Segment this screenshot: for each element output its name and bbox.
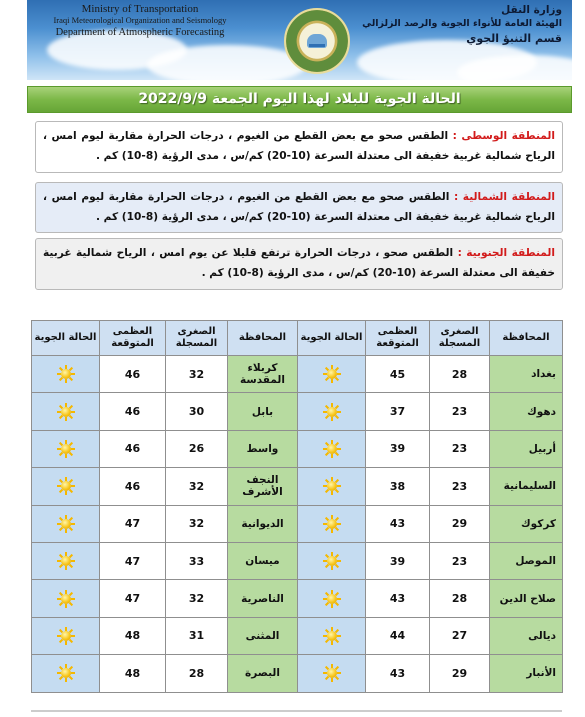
page-title: الحالة الجوية للبلاد لهذا اليوم الجمعة 2022/9/9 [27,86,572,113]
forecast-text: الطقس صحو مع بعض القطع من الغيوم ، درجات الحرارة مقاربة ليوم امس ، الرياح شمالية غربية خفيفة الى معتدلة السرعة (10-20) كم/س ، مدى الرؤية (8-10) كم . [43,191,555,223]
max-temp-cell: 46 [100,393,166,430]
table-header-row [32,321,563,356]
max-temp-cell: 46 [100,356,166,393]
province-cell: كربلاء المقدسة [228,356,298,393]
sun-icon [323,664,341,682]
ministry-name-ar: وزارة النقل [501,4,562,16]
header-province: المحافظة [228,321,298,356]
table-row [32,580,563,617]
weather-cell [298,655,366,692]
max-temp-cell: 39 [366,542,430,579]
organization-name-ar: الهيئة العامة للأنواء الجوية والرصد الزلزالي [362,18,562,29]
max-temp-cell: 47 [100,580,166,617]
province-cell: البصرة [228,655,298,692]
weather-cell [32,430,100,467]
max-temp-cell: 48 [100,617,166,654]
weather-cell [298,542,366,579]
sun-icon [57,552,75,570]
max-temp-cell: 46 [100,468,166,505]
min-temp-cell: 32 [166,505,228,542]
weather-cell [32,505,100,542]
table-row [32,430,563,467]
max-temp-cell: 43 [366,580,430,617]
weather-cell [298,580,366,617]
province-cell: واسط [228,430,298,467]
table-row [32,617,563,654]
sun-icon [57,440,75,458]
weather-cell [298,356,366,393]
header-max: العظمى المتوقعة [366,321,430,356]
table-row [32,542,563,579]
header-banner [27,0,572,80]
sun-icon [323,627,341,645]
province-cell: السليمانية [490,468,563,505]
weather-cell [32,617,100,654]
province-cell: ميسان [228,542,298,579]
min-temp-cell: 23 [430,542,490,579]
max-temp-cell: 38 [366,468,430,505]
province-cell: الموصل [490,542,563,579]
weather-cell [32,356,100,393]
header-english [45,4,235,38]
max-temp-cell: 45 [366,356,430,393]
max-temp-cell: 37 [366,393,430,430]
forecast-text: الطقس صحو ، درجات الحرارة ترتفع قليلا عن يوم امس ، الرياح شمالية غربية خفيفة الى معتدلة السرعة (10-20) كم/س ، مدى الرؤية (8-10) كم . [43,247,555,279]
min-temp-cell: 28 [430,580,490,617]
sun-icon [323,552,341,570]
department-name-ar: قسم التنبؤ الجوي [466,32,562,45]
sun-icon [323,515,341,533]
forecast-south [35,238,563,290]
province-cell: دهوك [490,393,563,430]
province-cell: الناصرية [228,580,298,617]
province-cell: الأنبار [490,655,563,692]
department-name-en: Department of Atmospheric Forecasting [55,27,225,38]
sun-icon [57,477,75,495]
min-temp-cell: 32 [166,580,228,617]
weather-cell [298,617,366,654]
header-arabic [362,4,562,45]
weather-cell [32,542,100,579]
province-cell: أربيل [490,430,563,467]
sun-icon [323,365,341,383]
table-row [32,505,563,542]
table-row [32,655,563,692]
min-temp-cell: 31 [166,617,228,654]
province-cell: بغداد [490,356,563,393]
min-temp-cell: 30 [166,393,228,430]
header-weather: الحالة الجوية [298,321,366,356]
province-cell: بابل [228,393,298,430]
table-row [32,356,563,393]
organization-logo [284,8,350,74]
min-temp-cell: 27 [430,617,490,654]
weather-cell [298,393,366,430]
min-temp-cell: 29 [430,505,490,542]
max-temp-cell: 48 [100,655,166,692]
max-temp-cell: 46 [100,430,166,467]
ministry-name-en: Ministry of Transportation [81,3,199,15]
province-cell: المثنى [228,617,298,654]
max-temp-cell: 43 [366,505,430,542]
min-temp-cell: 29 [430,655,490,692]
min-temp-cell: 28 [430,356,490,393]
province-cell: كركوك [490,505,563,542]
sun-icon [323,403,341,421]
sun-icon [57,627,75,645]
region-label: المنطقة الجنوبية : [457,247,555,259]
sun-icon [323,590,341,608]
page-bottom-divider [31,710,562,712]
header-weather: الحالة الجوية [32,321,100,356]
min-temp-cell: 26 [166,430,228,467]
weather-cell [32,580,100,617]
sun-icon [57,515,75,533]
max-temp-cell: 44 [366,617,430,654]
header-min: الصغرى المسجلة [166,321,228,356]
min-temp-cell: 23 [430,468,490,505]
forecast-central [35,121,563,173]
weather-cell [298,505,366,542]
sun-icon [57,664,75,682]
max-temp-cell: 47 [100,542,166,579]
max-temp-cell: 47 [100,505,166,542]
min-temp-cell: 23 [430,393,490,430]
province-cell: الديوانية [228,505,298,542]
table-row [32,468,563,505]
weather-cell [298,468,366,505]
max-temp-cell: 43 [366,655,430,692]
header-min: الصغرى المسجلة [430,321,490,356]
min-temp-cell: 32 [166,468,228,505]
sun-icon [57,590,75,608]
region-label: المنطقة الشمالية : [453,191,555,203]
weather-cell [32,655,100,692]
province-cell: ديالى [490,617,563,654]
min-temp-cell: 23 [430,430,490,467]
temperature-table [31,320,563,693]
forecast-text: الطقس صحو مع بعض القطع من الغيوم ، درجات الحرارة مقاربة ليوم امس ، الرياح شمالية غربية خفيفة الى معتدلة السرعة (10-20) كم/س ، مدى الرؤية (8-10) كم . [43,130,555,162]
weather-cell [32,393,100,430]
province-cell: صلاح الدين [490,580,563,617]
sun-icon [323,477,341,495]
table-row [32,393,563,430]
province-cell: النجف الأشرف [228,468,298,505]
header-max: العظمى المتوقعة [100,321,166,356]
region-label: المنطقة الوسطى : [452,130,556,142]
min-temp-cell: 32 [166,356,228,393]
min-temp-cell: 33 [166,542,228,579]
forecast-north [35,182,563,233]
min-temp-cell: 28 [166,655,228,692]
sun-icon [57,403,75,421]
weather-cell [298,430,366,467]
max-temp-cell: 39 [366,430,430,467]
weather-cell [32,468,100,505]
header-province: المحافظة [490,321,563,356]
sun-icon [323,440,341,458]
organization-name-en: Iraqi Meteorological Organization and Seismology [53,15,227,25]
sun-icon [57,365,75,383]
